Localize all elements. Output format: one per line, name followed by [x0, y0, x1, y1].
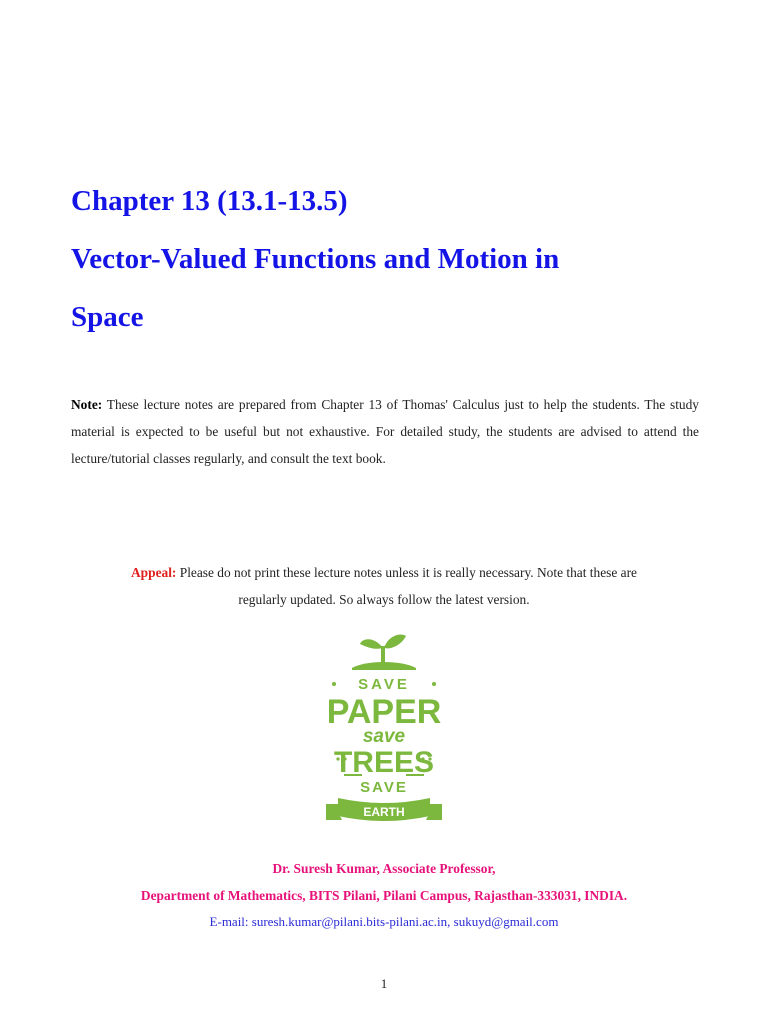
appeal-line-1	[71, 559, 697, 586]
sprout-ground	[352, 662, 416, 670]
logo-word-save-1: SAVE	[358, 676, 410, 693]
email-line: E-mail: suresh.kumar@pilani.bits-pilani.ac.in, sukuyd@gmail.com	[209, 914, 559, 929]
appeal-block	[71, 559, 697, 613]
logo-word-paper: PAPER	[326, 693, 442, 731]
department-line: Department of Mathematics, BITS Pilani, Pilani Campus, Rajasthan-333031, INDIA.	[140, 888, 628, 903]
save-paper-logo	[322, 632, 446, 824]
note-label: Note:	[71, 397, 103, 412]
chapter-title: Chapter 13 (13.1-13.5)	[71, 185, 348, 217]
chapter-subtitle-line-2: Space	[71, 301, 144, 333]
appeal-text-2: regularly updated. So always follow the latest version.	[238, 592, 530, 607]
logo-word-save-3: SAVE	[360, 779, 408, 796]
sprout-leaf-left	[360, 639, 383, 649]
logo-word-earth: EARTH	[363, 805, 405, 819]
chapter-subtitle-line-1: Vector-Valued Functions and Motion in	[71, 243, 560, 275]
author-line: Dr. Suresh Kumar, Associate Professor,	[272, 861, 496, 876]
sprout-leaf-right	[384, 635, 406, 649]
appeal-text-1: Please do not print these lecture notes unless it is really necessary. Note that these are	[179, 565, 637, 580]
note-text: These lecture notes are prepared from Chapter 13 of Thomas' Calculus just to help the students. The study material is expected to be useful but not exhaustive. For detailed study, the students are advised to attend the lecture/tutorial classes regularly, and consult the text book.	[71, 397, 699, 466]
page-number: 1	[380, 976, 388, 991]
logo-word-trees: TREES	[333, 746, 435, 779]
logo-word-save-2: save	[362, 726, 406, 747]
appeal-label: Appeal:	[131, 565, 177, 580]
note-paragraph	[71, 391, 699, 472]
